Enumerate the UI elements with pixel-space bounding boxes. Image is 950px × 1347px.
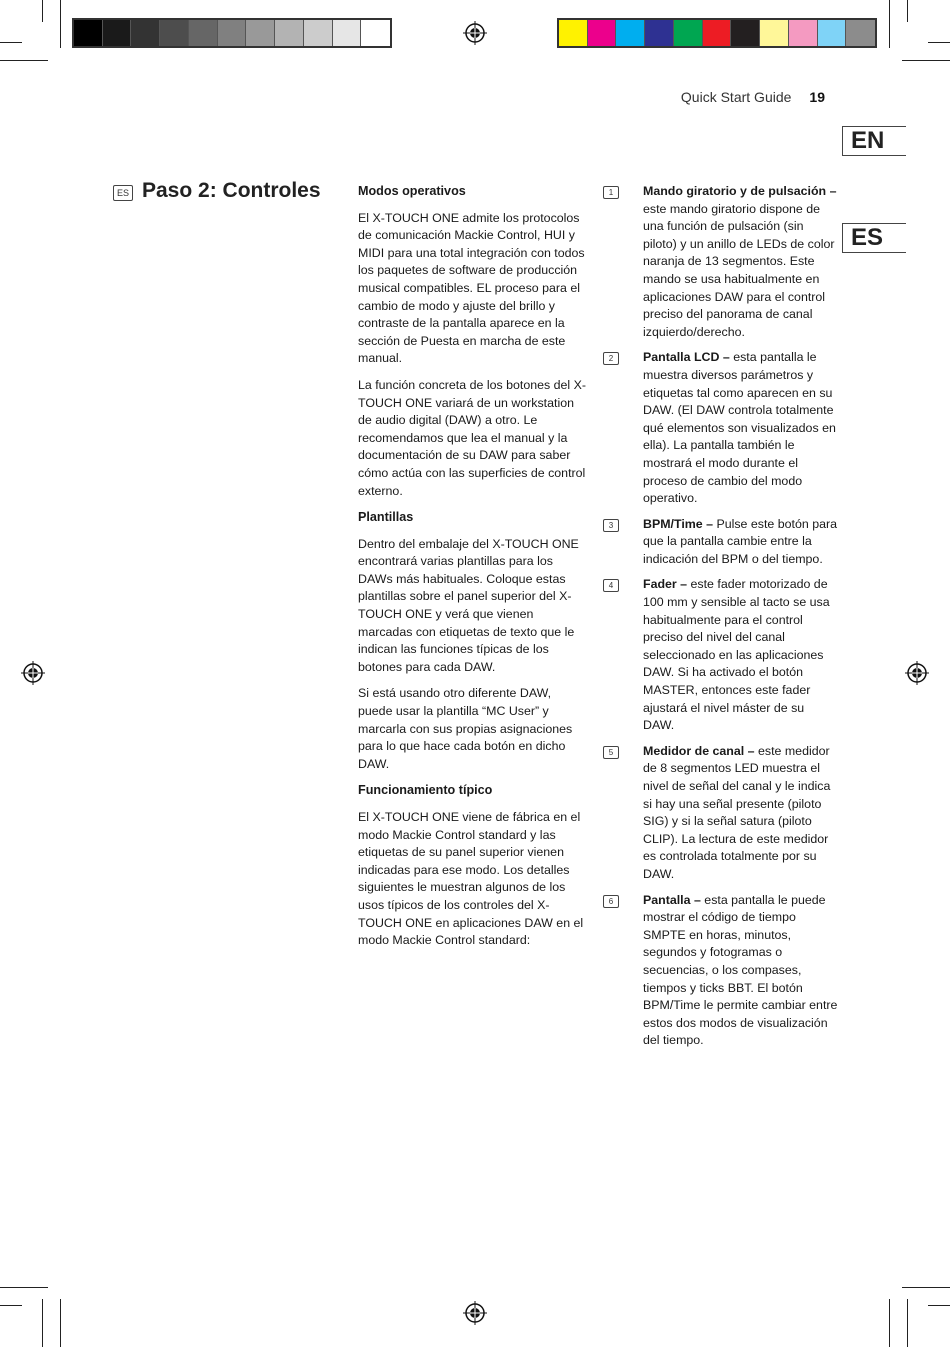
crop-mark — [42, 0, 43, 22]
page-number: 19 — [809, 89, 825, 105]
crop-mark — [907, 0, 908, 22]
crop-mark — [902, 1287, 950, 1288]
list-item — [603, 892, 838, 1050]
color-swatch — [333, 20, 362, 46]
crop-mark — [902, 60, 950, 61]
heading-plantillas: Plantillas — [358, 510, 414, 525]
guide-title: Quick Start Guide — [680, 89, 792, 105]
color-swatch — [275, 20, 304, 46]
language-badge: ES — [113, 185, 133, 201]
color-swatch — [674, 20, 703, 46]
crop-mark — [928, 42, 950, 43]
list-item — [603, 349, 838, 507]
list-item — [603, 576, 838, 734]
list-item — [603, 516, 838, 569]
item-number: 2 — [603, 352, 619, 365]
item-number: 4 — [603, 579, 619, 592]
list-item — [603, 183, 838, 341]
item-term: Medidor de canal – — [643, 743, 755, 758]
color-swatch — [559, 20, 588, 46]
item-number: 3 — [603, 519, 619, 532]
grayscale-bar — [72, 18, 392, 48]
color-swatch — [731, 20, 760, 46]
registration-mark-icon — [463, 1301, 487, 1325]
middle-column — [358, 183, 586, 959]
item-term: Pantalla – — [643, 892, 701, 907]
color-swatch — [218, 20, 247, 46]
crop-mark — [889, 1299, 890, 1347]
item-term: Mando giratorio y de pulsación – — [643, 184, 837, 198]
crop-mark — [42, 1299, 43, 1347]
crop-mark — [60, 1299, 61, 1347]
crop-mark — [907, 1299, 908, 1347]
section-title: Paso 2: Controles — [142, 179, 321, 202]
color-swatch — [361, 20, 390, 46]
paragraph: La función concreta de los botones del X-TOUCH ONE variará de un workstation de audio digital (DAW) a otro. Le recomendamos que lea el manual y la documentación de su DAW para saber cómo actúa con las superficies de control externo. — [358, 377, 586, 498]
color-swatch — [160, 20, 189, 46]
heading-modos: Modos operativos — [358, 184, 466, 198]
color-swatch — [189, 20, 218, 46]
registration-mark-icon — [21, 661, 45, 685]
color-swatch — [103, 20, 132, 46]
color-bar — [557, 18, 877, 48]
crop-mark — [0, 1287, 48, 1288]
item-text: este fader motorizado de 100 mm y sensible al tacto se usa habitualmente para el control preciso del nivel del canal seleccionado en las aplicaciones DAW. Si ha activado el botón MASTER, entonces este fader ajustará el nivel máster de su DAW. — [643, 577, 830, 733]
paragraph: El X-TOUCH ONE viene de fábrica en el modo Mackie Control standard y las etiquetas de su panel superior vienen indicadas para ese modo. Los detalles siguientes le muestran algunos de los usos típicos de los controles del X-TOUCH ONE en aplicaciones DAW en el modo Mackie Control standard: — [358, 810, 584, 948]
item-text: Pulse este botón para que la pantalla cambie entre la indicación del BPM o del tiempo. — [643, 516, 838, 566]
item-number: 6 — [603, 895, 619, 908]
color-swatch — [703, 20, 732, 46]
lang-tab-es[interactable]: ES — [842, 223, 906, 253]
item-text: este medidor de 8 segmentos LED muestra el nivel de señal del canal y le indica si hay una señal presente (piloto SIG) y si la señal satura (piloto CLIP). La lectura de este medidor es controlada totalmente por su DAW. — [643, 743, 831, 881]
color-swatch — [74, 20, 103, 46]
color-swatch — [246, 20, 275, 46]
color-swatch — [818, 20, 847, 46]
registration-mark-icon — [905, 661, 929, 685]
color-swatch — [588, 20, 617, 46]
color-swatch — [789, 20, 818, 46]
heading-funcionamiento: Funcionamiento típico — [358, 783, 493, 798]
crop-mark — [889, 0, 890, 48]
page-header — [681, 89, 825, 105]
color-swatch — [616, 20, 645, 46]
lang-tab-en[interactable]: EN — [842, 126, 906, 156]
crop-mark — [928, 1305, 950, 1306]
item-term: Fader – — [643, 577, 688, 592]
color-swatch — [846, 20, 875, 46]
registration-mark-icon — [463, 21, 487, 45]
paragraph: Dentro del embalaje del X-TOUCH ONE encontrará varias plantillas para los DAWs más habituales. Coloque estas plantillas sobre el panel superior del X-TOUCH ONE y verá que vienen marcadas con etiquetas de texto que le indican las funciones típicas de los botones para cada DAW. — [358, 536, 579, 674]
item-number: 5 — [603, 746, 619, 759]
crop-mark — [0, 1305, 22, 1306]
paragraph: El X-TOUCH ONE admite los protocolos de comunicación Mackie Control, HUI y MIDI para una total integración con todos los paquetes de software de producción musical compatibles. EL proceso para el cambio de modo y ajuste del brillo y contraste de la pantalla aparece en la sección de Puesta en marcha de este manual. — [358, 210, 585, 366]
item-text: esta pantalla le puede mostrar el código de tiempo SMPTE en horas, minutos, segundos y fotogramas o secuencias, o los compases, tiempos y ticks BBT. El botón BPM/Time le permite cambiar entre estos dos modos de visualización del tiempo. — [643, 892, 838, 1048]
right-column — [603, 183, 838, 1058]
color-swatch — [131, 20, 160, 46]
crop-mark — [0, 42, 22, 43]
item-term: Pantalla LCD – — [643, 350, 730, 365]
item-text: esta pantalla le muestra diversos parámetros y etiquetas tal como aparecen en su DAW. (El DAW controla totalmente qué elementos son visualizados en ella). La pantalla también le mostrará el modo durante el proceso de cambio del modo operativo. — [643, 350, 836, 506]
item-number: 1 — [603, 186, 619, 199]
item-text: este mando giratorio dispone de una función de pulsación (sin piloto) y un anillo de LEDs de color naranja de 13 segmentos. Este mando se usa habitualmente en aplicaciones DAW para el control preciso del panorama de canal izquierdo/derecho. — [643, 201, 835, 339]
color-swatch — [645, 20, 674, 46]
paragraph: Si está usando otro diferente DAW, puede usar la plantilla “MC User” y marcarla con sus propias asignaciones para lo que hace cada botón en dicho DAW. — [358, 686, 573, 771]
list-item — [603, 743, 838, 884]
crop-mark — [0, 60, 48, 61]
crop-mark — [60, 0, 61, 48]
color-swatch — [760, 20, 789, 46]
color-swatch — [304, 20, 333, 46]
item-term: BPM/Time – — [643, 516, 714, 531]
